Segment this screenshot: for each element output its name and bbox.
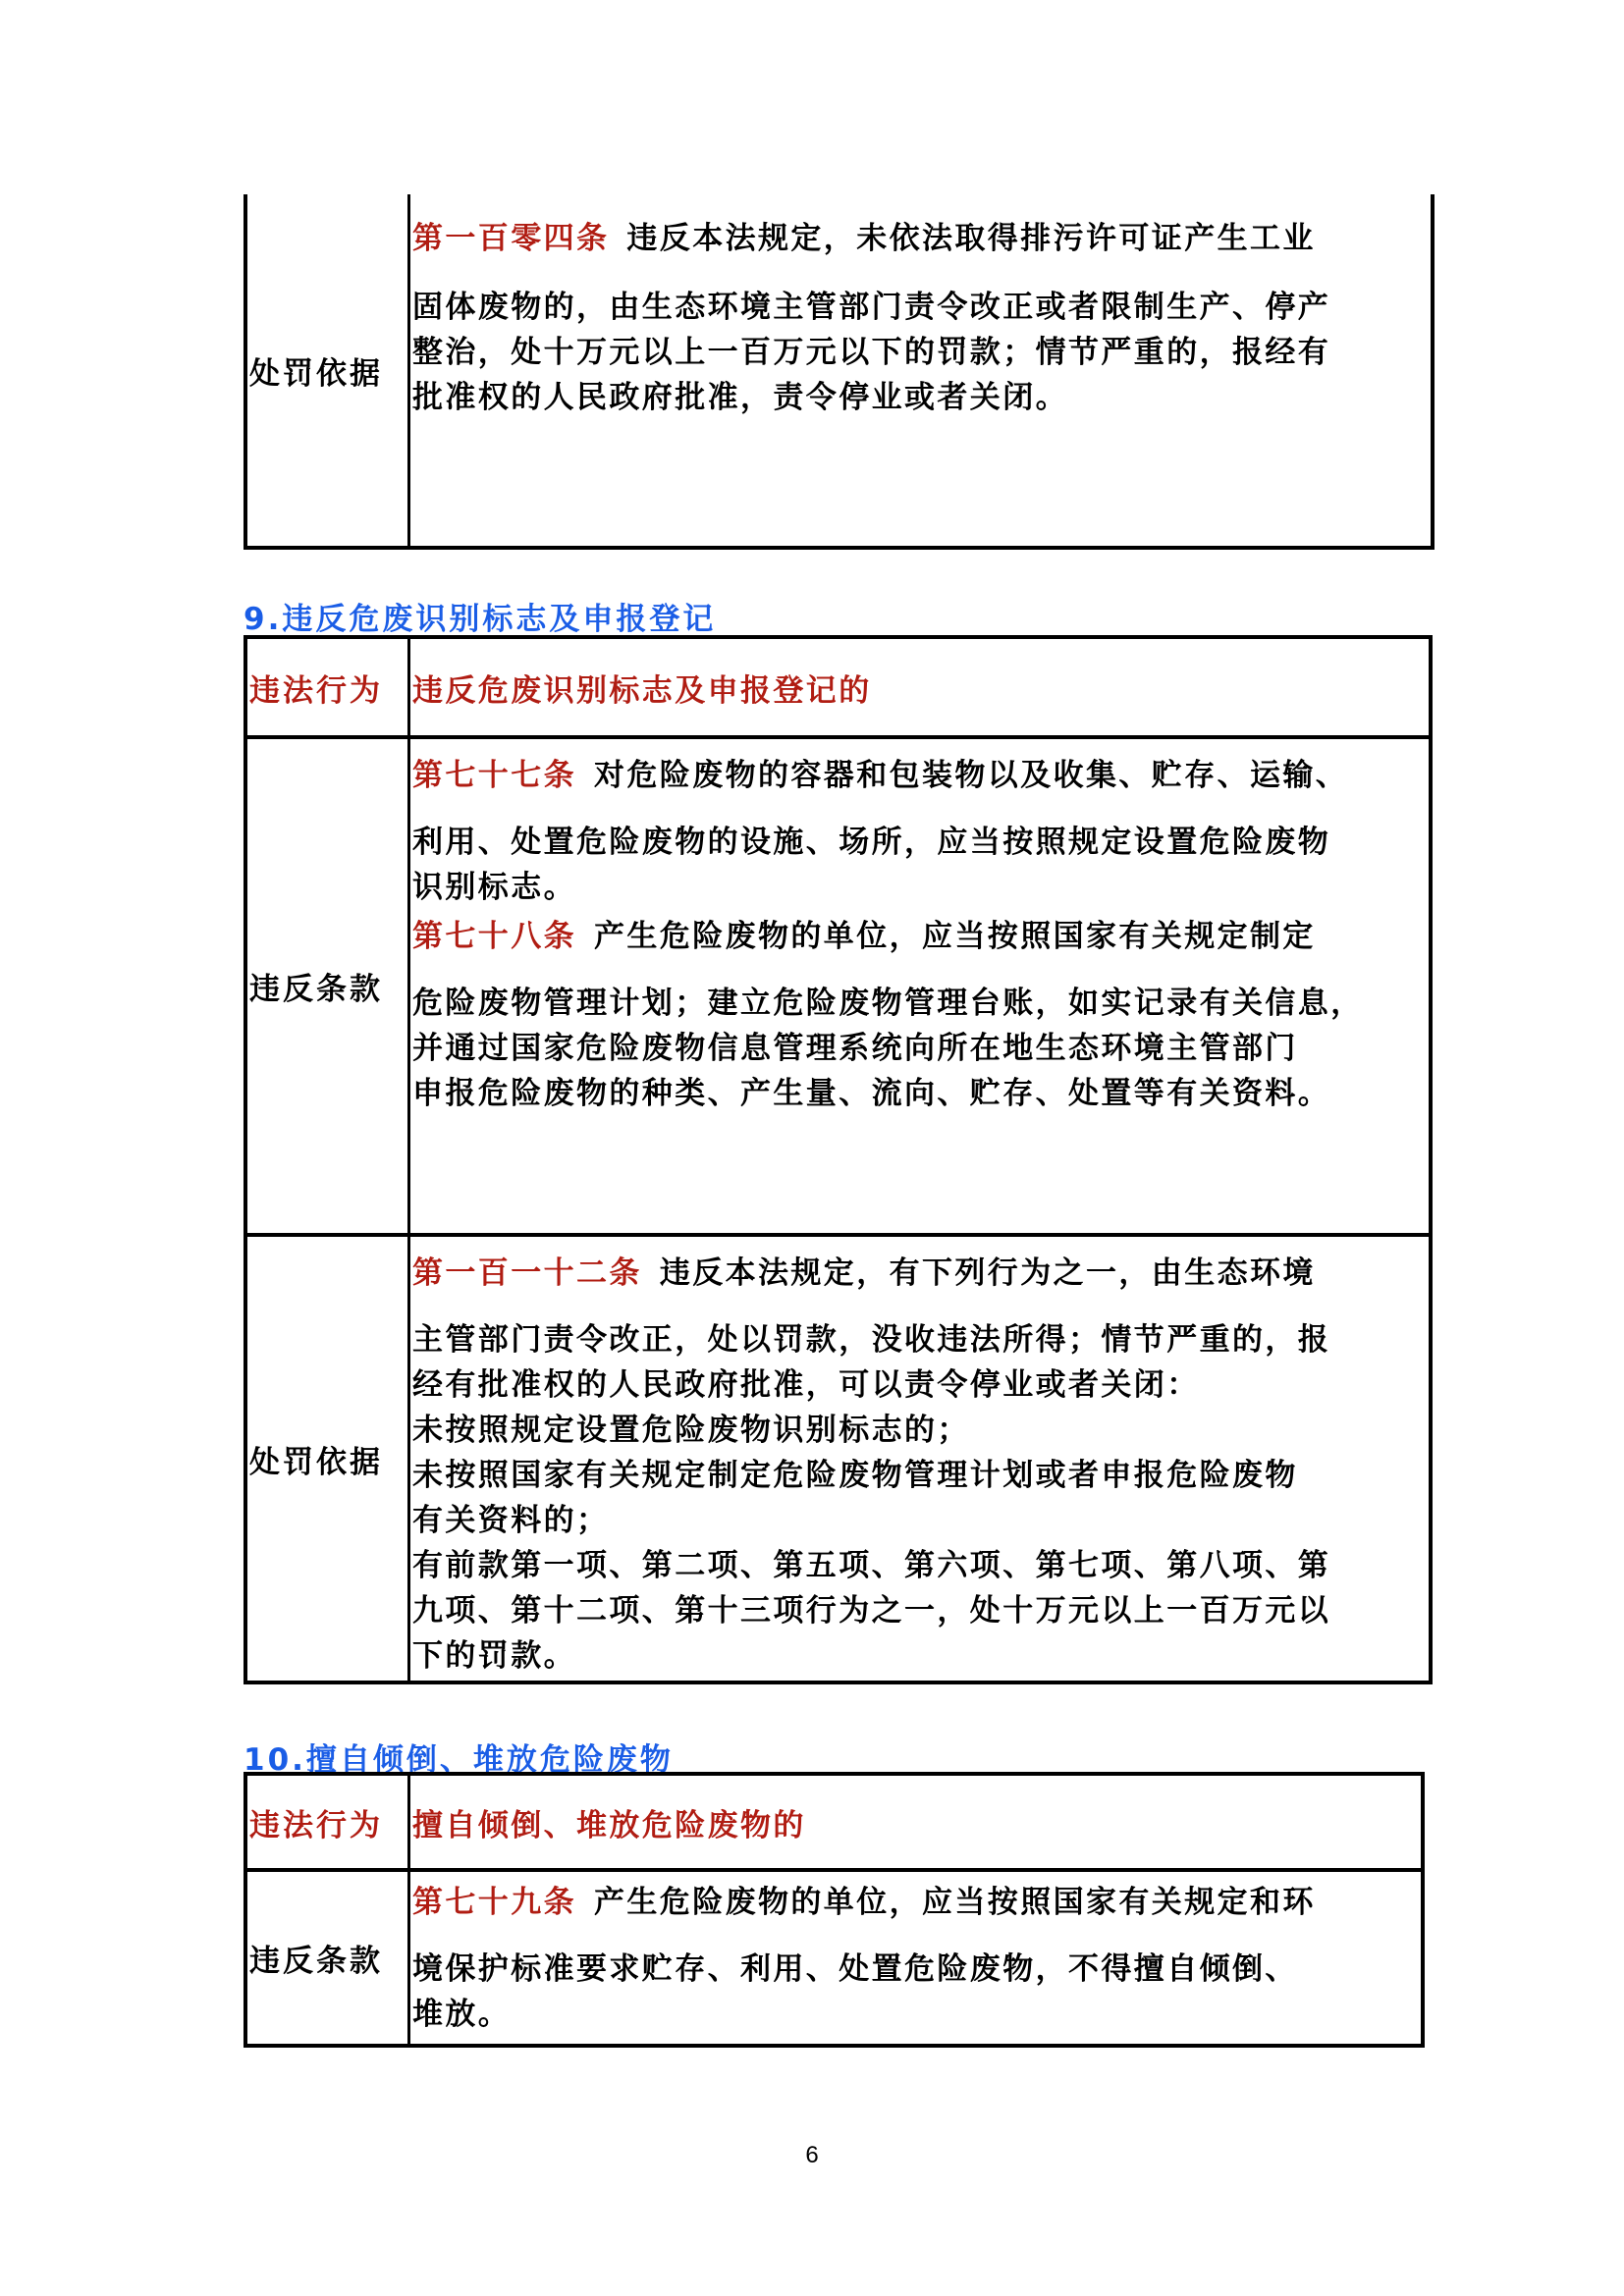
article-number: 第七十八条: [412, 919, 576, 954]
text-line: 有关资料的；: [412, 1503, 610, 1538]
penalty-content: [410, 1237, 1429, 1681]
text-line: 利用、处置危险废物的设施、场所，应当按照规定设置危险废物: [412, 825, 1331, 860]
violation-label: 违法行为: [247, 1776, 410, 1868]
text-line: 产生危险废物的单位，应当按照国家有关规定制定: [594, 919, 1316, 954]
text-line: 九项、第十二项、第十三项行为之一，处十万元以上一百万元以: [412, 1593, 1331, 1629]
text-line: 固体废物的，由生态环境主管部门责令改正或者限制生产、停产: [412, 290, 1331, 325]
violation-text: [410, 639, 1429, 735]
text-line: 违反本法规定，有下列行为之一，由生态环境: [659, 1255, 1316, 1291]
violation-label: 违法行为: [247, 639, 410, 735]
text-line: 批准权的人民政府批准，责令停业或者关闭。: [412, 380, 1068, 415]
article-number: 第七十七条: [412, 758, 576, 793]
violation-text-value: 擅自倾倒、堆放危险废物的: [412, 1807, 806, 1843]
text-line: 经有批准权的人民政府批准，可以责令停业或者关闭：: [412, 1367, 1200, 1403]
text-line: 申报危险废物的种类、产生量、流向、贮存、处置等有关资料。: [412, 1076, 1331, 1111]
section-10-title: 10.擅自倾倒、堆放危险废物: [244, 1742, 674, 1778]
text-line: 堆放。: [412, 1997, 512, 2032]
table-row-violation: [247, 639, 1429, 735]
article-number: 第一百零四条: [412, 221, 610, 256]
penalty-label: 处罚依据: [247, 1237, 410, 1681]
text-line: 识别标志。: [412, 870, 576, 905]
penalty-table-continued: [244, 194, 1435, 550]
clause-label: 违反条款: [247, 1872, 410, 2044]
text-line: 境保护标准要求贮存、利用、处置危险废物，不得擅自倾倒、: [412, 1951, 1298, 1987]
table-row: [247, 194, 1431, 546]
table-row-penalty: [247, 1233, 1429, 1681]
table-row-violation: [247, 1776, 1421, 1868]
clause-label: 违反条款: [247, 739, 410, 1233]
page-number: 6: [805, 2142, 819, 2168]
table-row-clauses: [247, 735, 1429, 1233]
section-9-title: 9.违反危废识别标志及申报登记: [244, 602, 717, 637]
text-line: 违反本法规定，未依法取得排污许可证产生工业: [626, 221, 1316, 256]
text-line: 对危险废物的容器和包装物以及收集、贮存、运输、: [594, 758, 1349, 793]
text-line: 主管部门责令改正，处以罚款，没收违法所得；情节严重的，报: [412, 1322, 1331, 1358]
table-row-clauses: [247, 1868, 1421, 2044]
text-line: 未按照规定设置危险废物识别标志的；: [412, 1413, 970, 1448]
clause-content: [410, 1872, 1421, 2044]
text-line: 未按照国家有关规定制定危险废物管理计划或者申报危险废物: [412, 1458, 1298, 1493]
text-line: 下的罚款。: [412, 1638, 576, 1674]
text-line: 并通过国家危险废物信息管理系统向所在地生态环境主管部门: [412, 1031, 1298, 1066]
article-number: 第一百一十二条: [412, 1255, 642, 1291]
violation-text-value: 违反危废识别标志及申报登记的: [412, 672, 872, 709]
text-line: 危险废物管理计划；建立危险废物管理台账，如实记录有关信息，: [412, 986, 1364, 1021]
text-line: 产生危险废物的单位，应当按照国家有关规定和环: [594, 1885, 1316, 1920]
row-label: 处罚依据: [247, 194, 410, 546]
row-content: [410, 194, 1431, 546]
section-9-table: [244, 635, 1433, 1684]
violation-text: [410, 1776, 1421, 1868]
text-line: 有前款第一项、第二项、第五项、第六项、第七项、第八项、第: [412, 1548, 1331, 1583]
article-number: 第七十九条: [412, 1885, 576, 1920]
clause-content: [410, 739, 1429, 1233]
text-line: 整治，处十万元以上一百万元以下的罚款；情节严重的，报经有: [412, 335, 1331, 370]
section-10-table: [244, 1772, 1425, 2048]
